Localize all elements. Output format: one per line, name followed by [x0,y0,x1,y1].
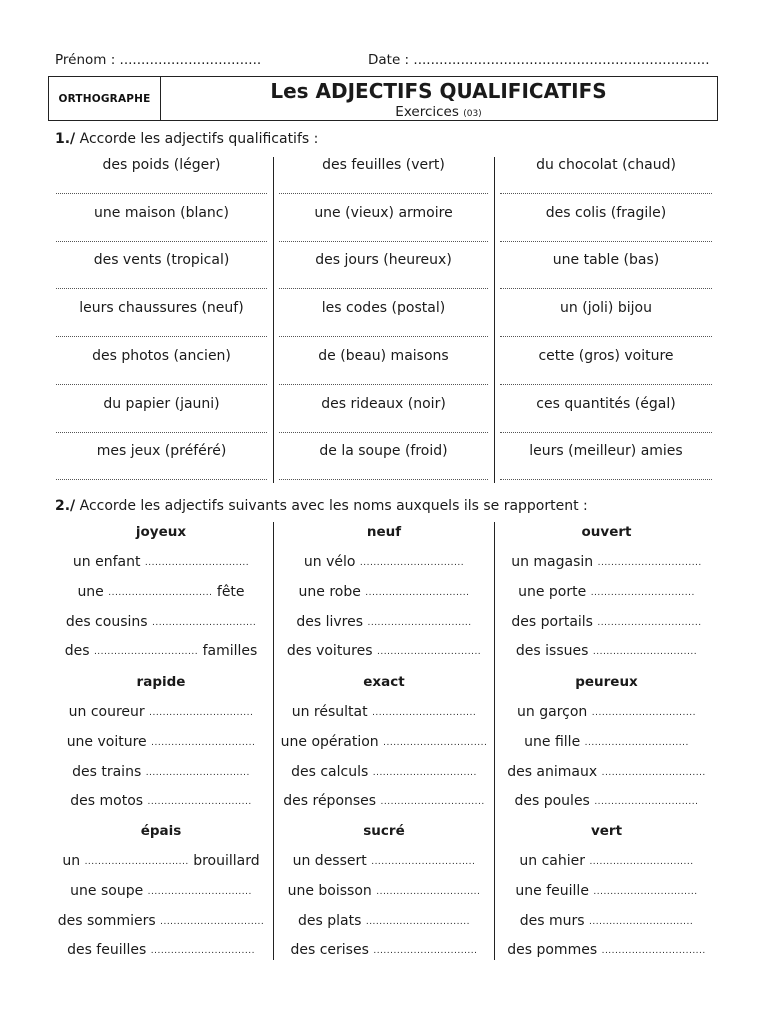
answer-blank[interactable]: ............................... [84,857,189,867]
exercise-2-item [52,614,270,630]
adjective-heading: vert [590,823,623,839]
answer-blank[interactable]: ............................... [383,737,488,748]
exercise-1-prompt: un (joli) bijou [560,300,652,317]
adjective-heading: ouvert [581,524,632,540]
exercise-2-item [497,883,716,899]
item-noun: une soupe [70,882,148,899]
item-noun: un [62,853,85,869]
adjective-heading: sucré [363,823,405,839]
exercise-1-prompt: des feuilles (vert) [322,157,445,173]
answer-blank[interactable]: ............................... [593,886,698,897]
item-noun: des cerises [290,942,374,959]
item-noun: des sommiers [57,912,161,929]
item-noun: des voitures [286,643,377,660]
exercise-2-item [276,764,492,780]
exercise-2-item [276,704,492,720]
exercise-2-item [276,614,492,630]
exercise-2-item [497,614,716,630]
answer-blank[interactable]: ............................... [151,737,256,748]
answer-blank[interactable]: ............................... [144,558,250,568]
exercise-1-prompt: de (beau) maisons [318,347,449,364]
answer-blank[interactable]: ............................... [365,587,470,598]
answer-line[interactable] [279,479,488,480]
exercise-2-text: Accorde les adjectifs suivants avec les noms auxquels ils se rapportent : [79,498,588,514]
column-divider [273,157,274,483]
item-noun: une robe [298,583,366,600]
exercise-2-item [497,554,716,570]
answer-blank[interactable]: ............................... [108,587,213,598]
item-noun: des issues [515,643,593,660]
exercise-2-item [52,704,270,720]
item-noun: des poules [514,793,595,810]
answer-blank[interactable]: ............................... [376,647,482,658]
column-divider [273,522,274,960]
exercise-1-instruction [55,131,318,147]
answer-line[interactable] [279,288,488,289]
exercise-1-prompt: ces quantités (égal) [536,395,676,412]
answer-blank[interactable]: ............................... [584,737,689,748]
exercise-2-number: 2./ [55,498,76,514]
answer-blank[interactable]: ............................... [372,708,477,718]
exercise-2-item [276,734,492,750]
answer-blank[interactable]: ............................... [597,558,702,568]
exercise-2-item [52,584,270,600]
answer-line[interactable] [56,193,267,194]
exercise-1-prompt: cette (gros) voiture [538,347,674,364]
item-noun: un résultat [291,704,373,720]
answer-line[interactable] [56,241,267,242]
exercise-2-item [276,554,492,570]
answer-blank[interactable]: ............................... [590,587,695,598]
exercise-1-number: 1./ [55,131,76,147]
prenom-field[interactable]: Prénom : ................................. [55,52,262,68]
exercise-1-prompt: des poids (léger) [102,157,221,173]
item-noun: un cahier [519,853,590,869]
exercise-1-prompt: une table (bas) [552,252,660,269]
item-noun: des murs [519,912,590,929]
item-noun: des cousins [65,613,152,630]
answer-blank[interactable]: ............................... [372,767,477,778]
adjective-heading: joyeux [135,524,187,540]
answer-line[interactable] [56,479,267,480]
item-noun: une [77,583,109,600]
answer-line[interactable] [500,336,712,337]
answer-blank[interactable]: ............................... [601,767,706,778]
exercise-2-item [497,584,716,600]
column-divider [494,522,495,960]
answer-blank[interactable]: ............................... [152,617,257,628]
item-noun: des motos [70,793,148,810]
adjective-heading: exact [363,674,405,690]
exercise-2-item [52,734,270,750]
item-noun-after: familles [198,643,258,660]
adjective-heading: rapide [136,674,186,690]
item-noun: des portails [511,613,598,630]
exercise-2-item [276,853,492,869]
exercise-2-instruction [55,498,588,514]
item-noun: des livres [296,613,368,630]
date-field[interactable]: Date : ..................................................................... [368,52,710,68]
subtitle-text: Exercices [395,104,459,120]
item-noun: des feuilles [67,942,151,959]
exercise-2-item [497,942,716,958]
answer-blank[interactable]: ............................... [367,617,472,628]
answer-blank[interactable]: ............................... [373,946,478,957]
exercise-1-prompt: une (vieux) armoire [314,204,453,221]
exercise-2-item [497,913,716,929]
answer-blank[interactable]: ............................... [601,946,706,957]
answer-blank[interactable]: ............................... [147,886,252,897]
adjective-heading: neuf [366,524,402,540]
answer-blank[interactable]: ............................... [371,857,476,867]
exercise-1-prompt: du papier (jauni) [103,395,220,412]
exercise-1-prompt: les codes (postal) [321,300,446,317]
answer-blank[interactable]: ............................... [150,946,255,957]
exercise-2-item [52,554,270,570]
answer-blank[interactable]: ............................... [149,708,254,718]
answer-line[interactable] [279,336,488,337]
title-box [48,76,718,121]
answer-line[interactable] [500,241,712,242]
answer-line[interactable] [500,193,712,194]
answer-blank[interactable]: ............................... [359,558,465,568]
item-noun: une porte [518,583,591,600]
answer-line[interactable] [279,432,488,433]
answer-line[interactable] [500,288,712,289]
exercise-2-item [276,793,492,809]
exercise-2-item [52,883,270,899]
answer-blank[interactable]: ............................... [380,797,485,808]
exercise-2-item [52,942,270,958]
answer-blank[interactable]: ............................... [145,767,250,778]
item-noun-after: brouillard [188,853,260,869]
item-noun: une fille [524,733,585,750]
exercise-2-item [276,883,492,899]
exercise-1-prompt: de la soupe (froid) [319,443,448,460]
item-noun: un garçon [517,704,592,720]
answer-line[interactable] [56,288,267,289]
exercise-2-item [52,853,270,869]
exercise-2-item [52,764,270,780]
answer-blank[interactable]: ............................... [93,647,199,658]
exercise-1-prompt: mes jeux (préféré) [96,443,227,460]
item-noun: un magasin [511,554,598,570]
exercise-1-prompt: des rideaux (noir) [321,395,446,412]
exercise-2-item [52,913,270,929]
exercise-2-item [276,584,492,600]
exercise-1-prompt: des jours (heureux) [315,252,452,269]
exercise-1-text: Accorde les adjectifs qualificatifs : [79,131,319,147]
answer-line[interactable] [279,193,488,194]
exercise-2-item [497,764,716,780]
item-noun: un vélo [303,554,360,570]
exercise-2-item [276,913,492,929]
item-noun-after: fête [212,583,245,600]
exercise-1-prompt: du chocolat (chaud) [536,157,676,173]
subtitle-number: (03) [463,109,482,119]
item-noun: une opération [280,733,384,750]
exercise-1-prompt: leurs chaussures (neuf) [79,300,244,317]
answer-blank[interactable]: ............................... [147,797,252,808]
answer-blank[interactable]: ............................... [160,916,265,927]
answer-blank[interactable]: ............................... [592,647,698,658]
item-noun: des trains [72,763,146,780]
exercise-2-item [497,704,716,720]
logo-text: ORTHOGRAPHE [58,92,151,105]
answer-blank[interactable]: ............................... [591,708,696,718]
answer-blank[interactable]: ............................... [594,797,699,808]
item-noun: une feuille [515,882,594,899]
item-noun: des pommes [507,942,602,959]
item-noun: des réponses [283,793,381,810]
adjective-heading: peureux [575,674,638,690]
exercise-2-item [276,643,492,659]
page-subtitle [160,104,717,120]
item-noun: des animaux [507,763,602,780]
exercise-2-item [497,643,716,659]
answer-line[interactable] [500,479,712,480]
exercise-2-item [497,793,716,809]
column-divider [494,157,495,483]
item-noun: un coureur [68,704,150,720]
answer-line[interactable] [500,384,712,385]
exercise-1-prompt: des colis (fragile) [545,204,667,221]
exercise-1-prompt: des photos (ancien) [92,347,231,364]
answer-line[interactable] [56,384,267,385]
exercise-2-item [276,942,492,958]
answer-blank[interactable]: ............................... [589,857,694,867]
answer-line[interactable] [279,241,488,242]
exercise-2-item [52,643,270,659]
answer-blank[interactable]: ............................... [597,617,702,628]
item-noun: un enfant [72,554,145,570]
exercise-1-prompt: une maison (blanc) [94,204,229,221]
item-noun: un dessert [292,853,372,869]
item-noun: une boisson [287,882,377,899]
answer-line[interactable] [56,432,267,433]
page-title: Les ADJECTIFS QUALIFICATIFS [270,79,607,103]
adjective-heading: épais [140,823,182,839]
answer-blank[interactable]: ............................... [365,916,471,927]
orthographe-logo [49,77,161,120]
exercise-2-item [497,734,716,750]
answer-blank[interactable]: ............................... [376,886,481,897]
exercise-2-item [52,793,270,809]
answer-line[interactable] [279,384,488,385]
item-noun: une voiture [66,733,152,750]
item-noun: des plats [297,912,366,929]
answer-blank[interactable]: ............................... [589,916,694,927]
answer-line[interactable] [56,336,267,337]
answer-line[interactable] [500,432,712,433]
exercise-1-prompt: des vents (tropical) [93,252,230,269]
exercise-1-prompt: leurs (meilleur) amies [529,443,683,460]
item-noun: des [64,643,94,660]
exercise-2-item [497,853,716,869]
item-noun: des calculs [291,763,373,780]
